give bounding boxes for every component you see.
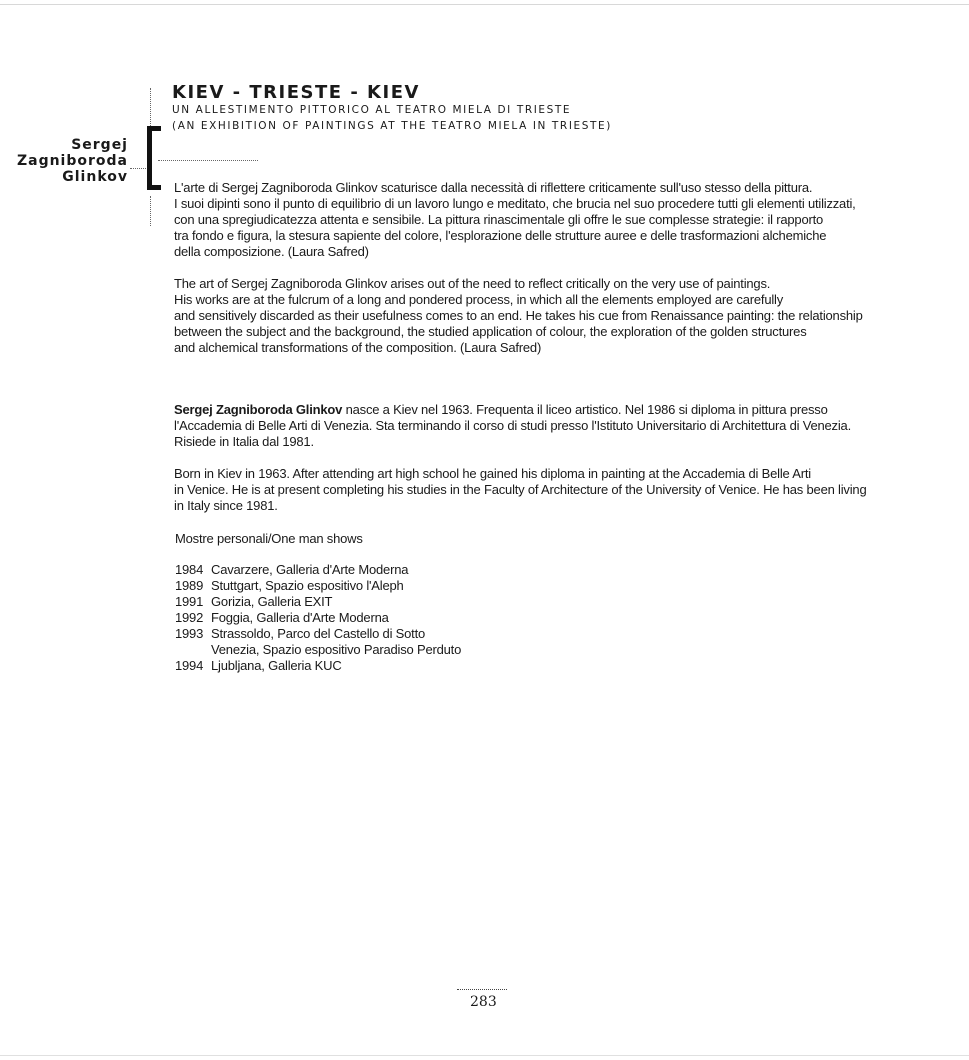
critique-italian	[174, 180, 874, 260]
artist-name-bold: Sergej Zagniboroda Glinkov	[174, 402, 343, 417]
bracket-ornament	[147, 126, 161, 190]
show-year: 1989	[175, 578, 204, 593]
text-line: Risiede in Italia dal 1981.	[174, 434, 314, 449]
text-line: in Italy since 1981.	[174, 498, 278, 513]
show-year: 1991	[175, 594, 204, 609]
show-year: 1992	[175, 610, 204, 625]
shows-list	[175, 562, 461, 674]
show-venue: Gorizia, Galleria EXIT	[211, 594, 333, 609]
top-rule	[0, 4, 969, 5]
artist-name-line: Zagniboroda	[16, 153, 128, 169]
artist-name-line: Sergej	[71, 137, 128, 153]
exhibition-title: KIEV - TRIESTE - KIEV	[172, 82, 420, 103]
dotted-connector	[130, 168, 148, 169]
show-year: 1994	[175, 658, 204, 673]
show-item	[175, 658, 461, 674]
show-year: 1993	[175, 626, 204, 641]
text-line: I suoi dipinti sono il punto di equilibrio di un lavoro lungo e meditato, che brucia nel suo procedere tutti gli elementi utilizzati,	[174, 196, 856, 211]
text-line: tra fondo e figura, la stesura sapiente del colore, l'esplorazione delle strutture auree e delle trasformazioni alchemiche	[174, 228, 827, 243]
artist-name	[17, 137, 128, 185]
bottom-rule	[0, 1055, 969, 1056]
text-line: and sensitively discarded as their usefulness comes to an end. He takes his cue from Renaissance painting: the relationship	[174, 308, 863, 323]
show-item	[175, 642, 461, 658]
page-number-dots	[457, 989, 507, 990]
text-line: between the subject and the background, the studied application of colour, the exploration of the golden structures	[174, 324, 807, 339]
text-span: nasce a Kiev nel 1963. Frequenta il liceo artistico. Nel 1986 si diploma in pittura presso	[342, 402, 828, 417]
text-line: in Venice. He is at present completing his studies in the Faculty of Architecture of the University of Venice. He has been living	[174, 482, 867, 497]
show-venue: Foggia, Galleria d'Arte Moderna	[211, 610, 389, 625]
biography-english	[174, 466, 874, 514]
text-line: His works are at the fulcrum of a long and pondered process, in which all the elements employed are carefully	[174, 292, 784, 307]
subtitle-english: (AN EXHIBITION OF PAINTINGS AT THE TEATRO MIELA IN TRIESTE)	[172, 120, 612, 132]
dotted-rule	[150, 88, 151, 126]
show-item	[175, 562, 461, 578]
text-line: and alchemical transformations of the composition. (Laura Safred)	[174, 340, 542, 355]
show-venue: Stuttgart, Spazio espositivo l'Aleph	[211, 578, 404, 593]
text-line: The art of Sergej Zagniboroda Glinkov arises out of the need to reflect critically on the very use of paintings.	[174, 276, 771, 291]
text-line: con una spregiudicatezza attenta e sensibile. La pittura rinascimentale gli offre le sue complesse strategie: il rapporto	[174, 212, 824, 227]
show-venue: Cavarzere, Galleria d'Arte Moderna	[211, 562, 409, 577]
shows-heading: Mostre personali/One man shows	[175, 531, 363, 546]
show-item	[175, 626, 461, 642]
artist-name-line: Glinkov	[62, 169, 128, 185]
show-item	[175, 594, 461, 610]
critique-english	[174, 276, 874, 356]
text-line: Born in Kiev in 1963. After attending art high school he gained his diploma in painting at the Accademia di Belle Arti	[174, 466, 811, 481]
show-venue: Ljubljana, Galleria KUC	[211, 658, 342, 673]
text-line: della composizione. (Laura Safred)	[174, 244, 369, 259]
show-venue: Venezia, Spazio espositivo Paradiso Perduto	[211, 642, 462, 657]
show-venue: Strassoldo, Parco del Castello di Sotto	[211, 626, 426, 641]
text-line	[174, 402, 874, 418]
dotted-connector	[158, 160, 258, 161]
page-number: 283	[470, 994, 497, 1010]
dotted-rule	[150, 196, 151, 226]
show-item	[175, 610, 461, 626]
subtitle-italian: UN ALLESTIMENTO PITTORICO AL TEATRO MIELA DI TRIESTE	[172, 104, 572, 116]
biography-italian	[174, 402, 874, 450]
show-year: 1984	[175, 562, 204, 577]
text-line: L'arte di Sergej Zagniboroda Glinkov scaturisce dalla necessità di riflettere criticamente sull'uso stesso della pittura.	[174, 180, 813, 195]
show-item	[175, 578, 461, 594]
text-line: l'Accademia di Belle Arti di Venezia. Sta terminando il corso di studi presso l'Istituto Universitario di Architettura di Venezia.	[174, 418, 851, 433]
